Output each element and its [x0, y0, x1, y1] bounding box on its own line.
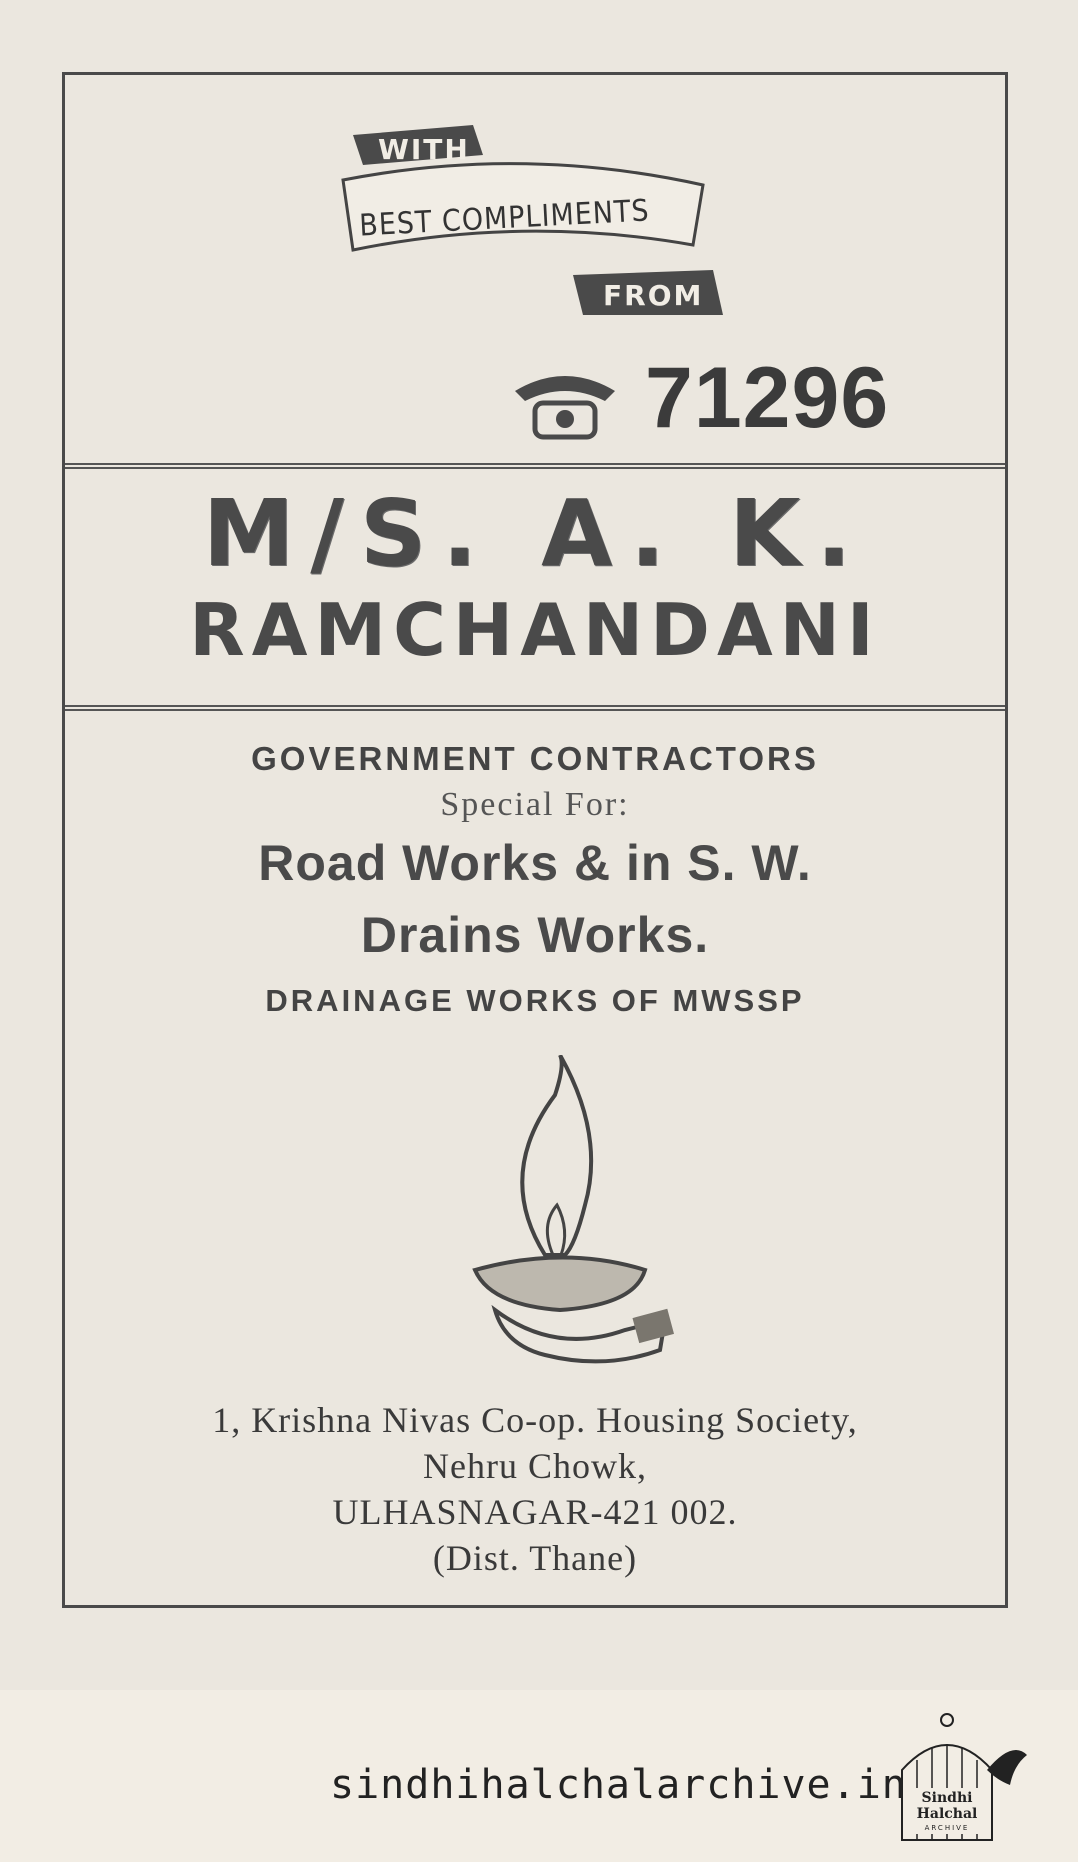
banner-from: FROM — [603, 279, 704, 312]
address-line3: ULHASNAGAR-421 002. — [332, 1492, 738, 1532]
telephone-icon — [505, 361, 625, 445]
services-title: GOVERNMENT CONTRACTORS — [251, 740, 819, 777]
services-block — [65, 735, 1005, 1027]
compliments-banner — [323, 125, 743, 325]
archive-website-link[interactable]: sindhihalchalarchive.in — [330, 1762, 907, 1808]
services-line2: Drains Works. — [360, 907, 710, 963]
phone-number: 71296 — [645, 350, 890, 446]
logo-text-halchal: Halchal — [916, 1806, 978, 1822]
birdcage-logo-icon — [892, 1710, 1032, 1850]
sindhi-halchal-logo — [892, 1710, 1032, 1850]
firm-name-line1: M/S. A. K. — [202, 480, 868, 587]
ribbon-banner-icon — [323, 125, 743, 325]
address-line1: 1, Krishna Nivas Co-op. Housing Society, — [212, 1400, 858, 1440]
banner-best-compliments: BEST COMPLIMENTS — [358, 193, 651, 244]
archive-footer — [0, 1690, 1078, 1862]
services-special: Special For: — [440, 786, 630, 823]
oil-lamp-in-hand-icon — [435, 1055, 695, 1375]
emblem — [435, 1055, 695, 1375]
divider-top — [65, 463, 1005, 469]
banner-with: WITH — [378, 133, 470, 166]
logo-text-archive: ARCHIVE — [924, 1824, 970, 1832]
divider-middle — [65, 705, 1005, 711]
address-line2: Nehru Chowk, — [423, 1446, 647, 1486]
services-drainage: DRAINAGE WORKS OF MWSSP — [265, 983, 805, 1018]
phone-row — [505, 343, 965, 453]
firm-name-line2: RAMCHANDANI — [189, 588, 881, 672]
logo-text-sindhi: Sindhi — [921, 1790, 973, 1806]
address-block — [65, 1397, 1005, 1581]
address-line4: (Dist. Thane) — [432, 1538, 638, 1578]
services-line1: Road Works & in S. W. — [258, 835, 812, 891]
advertisement-box — [62, 72, 1008, 1608]
firm-name-block — [65, 481, 1005, 673]
